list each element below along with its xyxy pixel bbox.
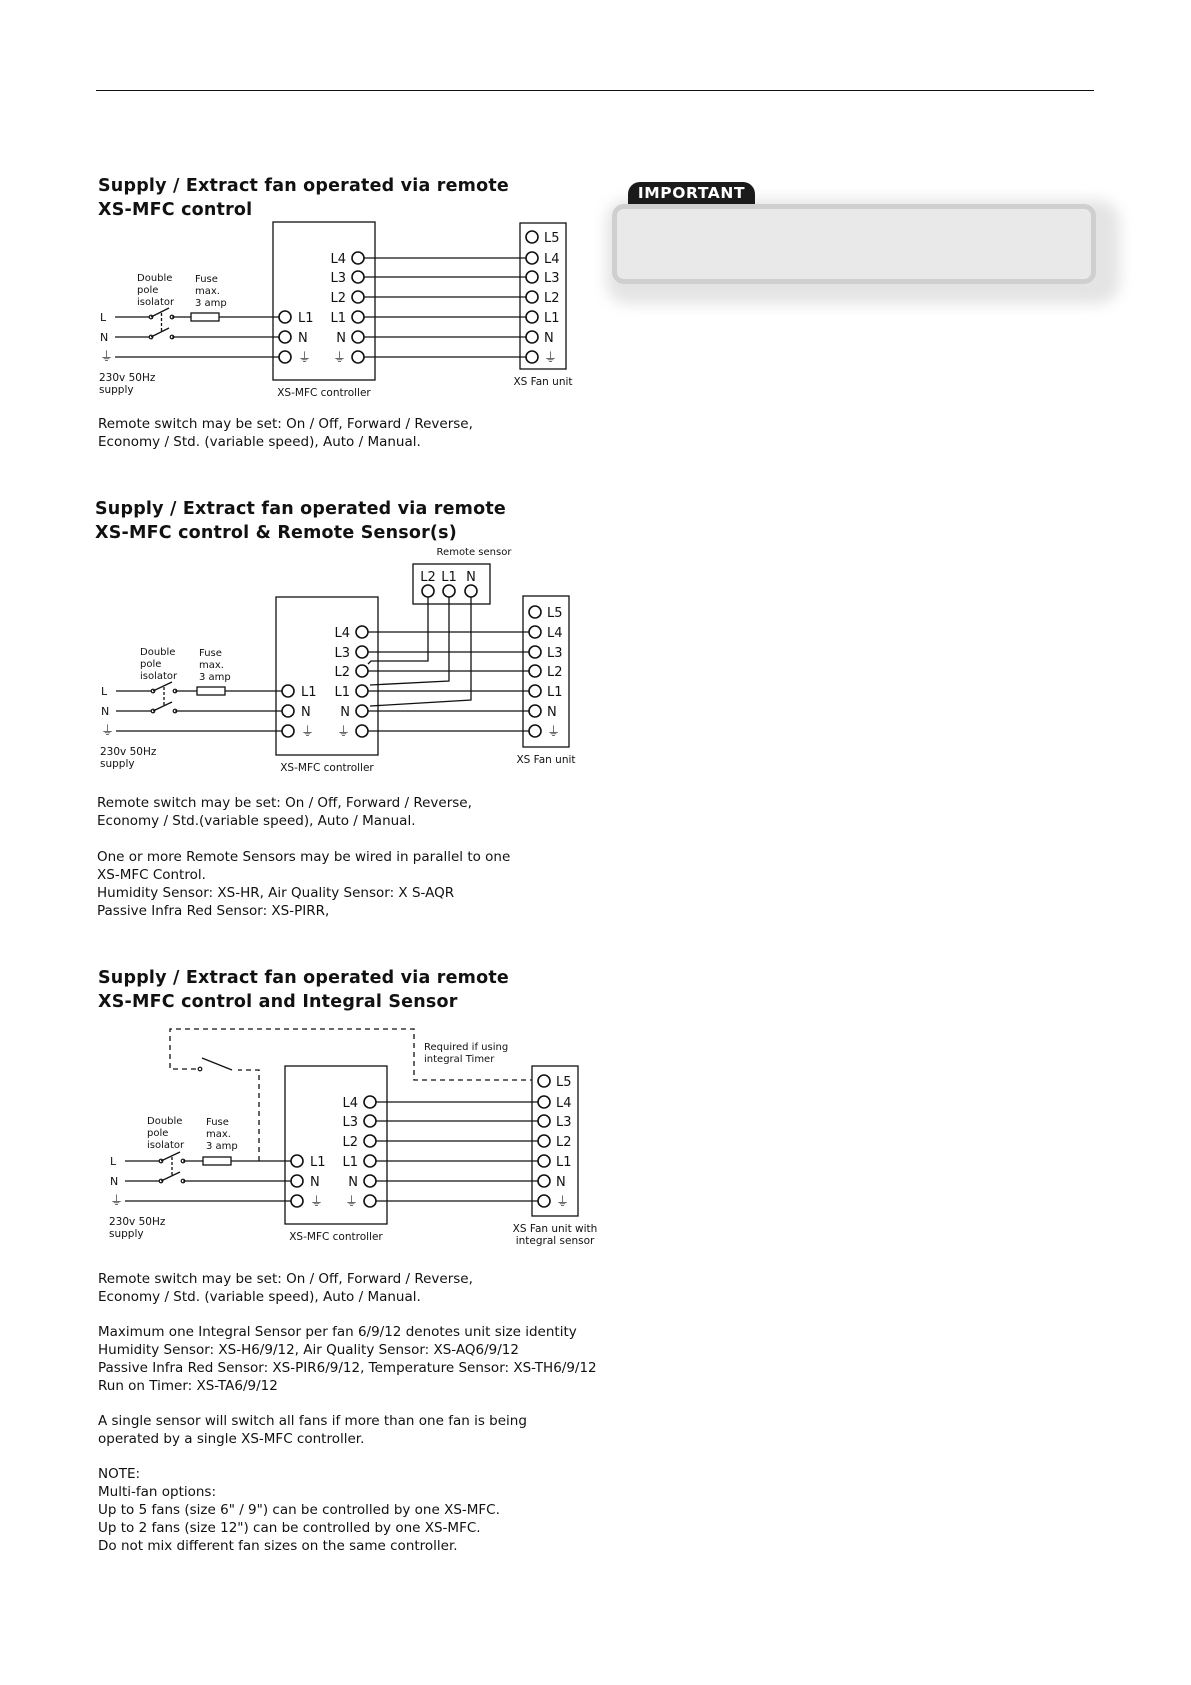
fan-terminal-label: ⏚ — [547, 725, 561, 740]
timer-switch-contact — [198, 1067, 202, 1071]
diagram3-note: A single sensor will switch all fans if more than one fan is being — [98, 1413, 527, 1429]
diagram3-note: Economy / Std. (variable speed), Auto / Manual. — [98, 1289, 421, 1305]
controller-label: XS-MFC controller — [280, 762, 374, 774]
controller-terminal — [352, 331, 364, 343]
controller-terminal-label: L3 — [330, 271, 346, 286]
controller-terminal-label: N — [336, 331, 346, 346]
controller-terminal-label: L2 — [342, 1135, 358, 1150]
controller-terminal — [352, 291, 364, 303]
fan-unit-label: integral sensor — [515, 1235, 595, 1247]
fuse-label: max. — [206, 1129, 231, 1140]
fan-terminal-label: L3 — [547, 646, 563, 661]
fan-terminal — [529, 685, 541, 697]
fuse-label: Fuse — [199, 648, 222, 659]
supply-line-label: N — [101, 705, 110, 718]
sensor-wire — [368, 597, 428, 664]
fan-terminal — [538, 1075, 550, 1087]
isolator-label: isolator — [137, 297, 175, 308]
remote-sensor-terminal — [443, 585, 455, 597]
diagram3-title-line1: Supply / Extract fan operated via remote — [98, 968, 509, 988]
isolator-label: Double — [137, 273, 173, 284]
fan-terminal — [526, 252, 538, 264]
diagram2-note: Passive Infra Red Sensor: XS-PIRR, — [97, 903, 330, 919]
fan-terminal — [526, 291, 538, 303]
diagram3-note: Run on Timer: XS-TA6/9/12 — [98, 1378, 278, 1394]
diagram2-title-line1: Supply / Extract fan operated via remote — [95, 499, 506, 519]
controller-label: XS-MFC controller — [289, 1231, 383, 1243]
controller-terminal-label: L4 — [334, 626, 350, 641]
controller-terminal-label: L2 — [330, 291, 346, 306]
controller-terminal-label: L4 — [330, 252, 346, 267]
fuse-label: Fuse — [195, 274, 218, 285]
supply-label: supply — [100, 758, 135, 770]
supply-line-label: ⏚ — [101, 724, 115, 739]
fan-terminal-label: L4 — [556, 1096, 572, 1111]
controller-terminal-label: N — [340, 705, 350, 720]
controller-terminal — [356, 646, 368, 658]
fan-terminal — [538, 1195, 550, 1207]
fan-terminal-label: N — [544, 331, 554, 346]
fan-terminal-label: ⏚ — [556, 1195, 570, 1210]
timer-note: Required if using — [424, 1042, 509, 1053]
diagram3-note: Up to 5 fans (size 6" / 9") can be controlled by one XS-MFC. — [98, 1502, 500, 1518]
remote-sensor-terminal-label: N — [466, 570, 476, 585]
controller-terminal-label: ⏚ — [310, 1195, 324, 1210]
controller-terminal-label: L1 — [301, 685, 317, 700]
diagram3-note: Multi-fan options: — [98, 1484, 217, 1500]
fan-terminal — [526, 271, 538, 283]
fan-terminal-label: L2 — [547, 665, 563, 680]
fan-terminal-label: L1 — [544, 311, 560, 326]
controller-terminal — [356, 626, 368, 638]
fan-terminal — [526, 231, 538, 243]
controller-terminal — [352, 351, 364, 363]
diagram3-note: Maximum one Integral Sensor per fan 6/9/12 denotes unit size identity — [98, 1324, 577, 1340]
fan-terminal — [529, 725, 541, 737]
fuse-label: max. — [199, 660, 224, 671]
diagram3-note: Humidity Sensor: XS-H6/9/12, Air Quality Sensor: XS-AQ6/9/12 — [98, 1342, 519, 1358]
fuse-label: max. — [195, 286, 220, 297]
supply-label: supply — [99, 384, 134, 396]
remote-sensor-terminal — [465, 585, 477, 597]
remote-sensor-terminal-label: L1 — [441, 570, 457, 585]
fan-terminal — [526, 331, 538, 343]
diagram2-note: Economy / Std.(variable speed), Auto / Manual. — [97, 813, 416, 829]
controller-terminal — [282, 705, 294, 717]
fan-terminal-label: L3 — [544, 271, 560, 286]
diagram3-title-line2: XS-MFC control and Integral Sensor — [98, 992, 458, 1012]
fan-unit-label: XS Fan unit — [513, 376, 573, 388]
isolator-label: pole — [137, 285, 159, 296]
supply-label: 230v 50Hz — [100, 746, 157, 758]
diagram1-note: Economy / Std. (variable speed), Auto / Manual. — [98, 434, 421, 450]
diagram2-note: One or more Remote Sensors may be wired in parallel to one — [97, 849, 511, 865]
controller-terminal-label: L1 — [334, 685, 350, 700]
fan-terminal — [529, 606, 541, 618]
fan-terminal — [538, 1135, 550, 1147]
fan-terminal-label: L1 — [556, 1155, 572, 1170]
important-tag: IMPORTANT — [628, 182, 755, 204]
supply-line-label: L — [101, 685, 108, 698]
fan-terminal — [526, 351, 538, 363]
fan-terminal-label: ⏚ — [544, 351, 558, 366]
controller-terminal — [356, 725, 368, 737]
fan-terminal — [529, 705, 541, 717]
controller-terminal — [279, 331, 291, 343]
fan-terminal-label: N — [547, 705, 557, 720]
diagram2-note: Remote switch may be set: On / Off, Forward / Reverse, — [97, 795, 472, 811]
fan-terminal — [538, 1175, 550, 1187]
switch-blade — [161, 1172, 180, 1181]
remote-sensor-terminal — [422, 585, 434, 597]
controller-terminal — [291, 1155, 303, 1167]
controller-terminal — [364, 1155, 376, 1167]
controller-terminal-label: L2 — [334, 665, 350, 680]
supply-line-label: N — [110, 1175, 119, 1188]
diagram3-note: Do not mix different fan sizes on the same controller. — [98, 1538, 458, 1554]
controller-terminal-label: N — [310, 1175, 320, 1190]
sensor-wire — [370, 597, 449, 685]
timer-note: integral Timer — [424, 1054, 495, 1065]
diagram2-wiring — [100, 547, 576, 774]
supply-label: supply — [109, 1228, 144, 1240]
fan-terminal — [529, 626, 541, 638]
diagram1-title-line1: Supply / Extract fan operated via remote — [98, 176, 509, 196]
controller-terminal — [364, 1135, 376, 1147]
fuse-label: Fuse — [206, 1117, 229, 1128]
fan-terminal-label: L5 — [547, 606, 563, 621]
controller-terminal — [356, 665, 368, 677]
diagram1-wiring — [99, 222, 573, 399]
isolator-label: Double — [147, 1116, 183, 1127]
controller-terminal-label: ⏚ — [298, 351, 312, 366]
diagram1-title-line2: XS-MFC control — [98, 200, 253, 220]
fuse-symbol — [191, 313, 219, 321]
isolator-label: Double — [140, 647, 176, 658]
controller-terminal — [364, 1096, 376, 1108]
fuse-label: 3 amp — [195, 298, 227, 309]
isolator-label: isolator — [147, 1140, 185, 1151]
isolator-label: pole — [140, 659, 162, 670]
fan-terminal-label: L5 — [556, 1075, 572, 1090]
controller-terminal — [279, 311, 291, 323]
controller-terminal-label: L3 — [342, 1115, 358, 1130]
diagram2-title-line2: XS-MFC control & Remote Sensor(s) — [95, 523, 457, 543]
fan-unit-label: XS Fan unit — [516, 754, 576, 766]
fuse-symbol — [203, 1157, 231, 1165]
controller-terminal-label: L1 — [330, 311, 346, 326]
controller-terminal — [364, 1175, 376, 1187]
controller-terminal — [291, 1195, 303, 1207]
controller-terminal-label: N — [348, 1175, 358, 1190]
controller-terminal — [352, 252, 364, 264]
controller-terminal — [279, 351, 291, 363]
timer-switch-blade — [202, 1058, 232, 1070]
controller-terminal — [356, 705, 368, 717]
diagram3-note: operated by a single XS-MFC controller. — [98, 1431, 365, 1447]
diagram3-note: Passive Infra Red Sensor: XS-PIR6/9/12, Temperature Sensor: XS-TH6/9/12 — [98, 1360, 597, 1376]
switch-blade — [153, 682, 172, 691]
timer-wire — [238, 1070, 259, 1161]
controller-terminal-label: L1 — [342, 1155, 358, 1170]
remote-sensor-terminal-label: L2 — [420, 570, 436, 585]
fan-terminal-label: L3 — [556, 1115, 572, 1130]
controller-terminal — [282, 725, 294, 737]
diagram3-note: Up to 2 fans (size 12") can be controlled by one XS-MFC. — [98, 1520, 481, 1536]
controller-terminal-label: L4 — [342, 1096, 358, 1111]
switch-blade — [151, 308, 169, 317]
fan-terminal-label: L2 — [556, 1135, 572, 1150]
isolator-label: isolator — [140, 671, 178, 682]
fuse-symbol — [197, 687, 225, 695]
diagram3-wiring — [109, 1029, 597, 1247]
supply-label: 230v 50Hz — [99, 372, 156, 384]
controller-terminal-label: L3 — [334, 646, 350, 661]
controller-terminal-label: N — [298, 331, 308, 346]
fan-terminal — [538, 1096, 550, 1108]
fan-terminal-label: L4 — [544, 252, 560, 267]
controller-terminal — [352, 271, 364, 283]
isolator-label: pole — [147, 1128, 169, 1139]
controller-terminal-label: ⏚ — [301, 725, 315, 740]
fuse-label: 3 amp — [199, 672, 231, 683]
fuse-label: 3 amp — [206, 1141, 238, 1152]
controller-terminal — [291, 1175, 303, 1187]
diagram2-note: XS-MFC Control. — [97, 867, 206, 883]
fan-terminal — [529, 646, 541, 658]
controller-terminal — [356, 685, 368, 697]
supply-line-label: ⏚ — [110, 1194, 124, 1209]
fan-terminal-label: L2 — [544, 291, 560, 306]
supply-line-label: N — [100, 331, 109, 344]
diagram3-note: Remote switch may be set: On / Off, Forward / Reverse, — [98, 1271, 473, 1287]
fan-terminal-label: L4 — [547, 626, 563, 641]
controller-terminal-label: N — [301, 705, 311, 720]
controller-terminal-label: ⏚ — [332, 351, 346, 366]
fan-terminal — [529, 665, 541, 677]
controller-terminal-label: ⏚ — [344, 1195, 358, 1210]
fan-terminal-label: L1 — [547, 685, 563, 700]
fan-terminal — [538, 1155, 550, 1167]
switch-blade — [151, 328, 169, 337]
remote-sensor-label: Remote sensor — [436, 547, 512, 558]
controller-terminal — [282, 685, 294, 697]
fan-terminal-label: N — [556, 1175, 566, 1190]
fan-terminal-label: L5 — [544, 231, 560, 246]
fan-unit-label: XS Fan unit with — [512, 1223, 598, 1235]
supply-line-label: L — [110, 1155, 117, 1168]
controller-terminal — [364, 1115, 376, 1127]
diagram1-note: Remote switch may be set: On / Off, Forward / Reverse, — [98, 416, 473, 432]
switch-blade — [153, 702, 172, 711]
fan-terminal — [526, 311, 538, 323]
switch-blade — [161, 1152, 180, 1161]
supply-label: 230v 50Hz — [109, 1216, 166, 1228]
controller-terminal-label: L1 — [298, 311, 314, 326]
diagram2-note: Humidity Sensor: XS-HR, Air Quality Sensor: X S-AQR — [97, 885, 455, 901]
controller-terminal-label: ⏚ — [336, 725, 350, 740]
controller-label: XS-MFC controller — [277, 387, 371, 399]
controller-terminal — [364, 1195, 376, 1207]
fan-terminal — [538, 1115, 550, 1127]
diagram3-note: NOTE: — [98, 1466, 141, 1482]
controller-terminal — [352, 311, 364, 323]
supply-line-label: L — [100, 311, 107, 324]
controller-terminal-label: L1 — [310, 1155, 326, 1170]
supply-line-label: ⏚ — [100, 350, 114, 365]
